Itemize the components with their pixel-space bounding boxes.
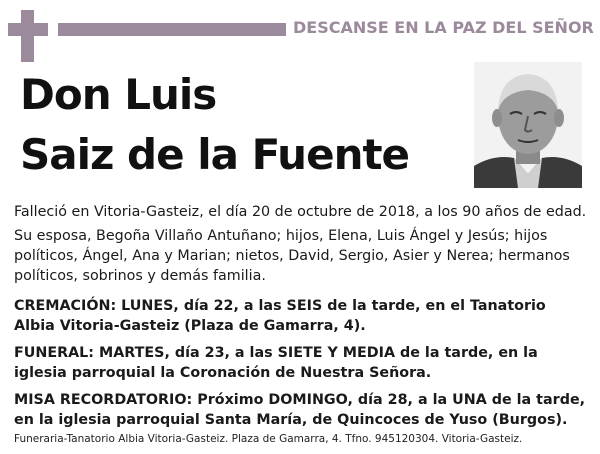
deceased-name-line1: Don Luis: [20, 70, 217, 119]
memorial-mass-info: MISA RECORDATORIO: Próximo DOMINGO, día 28, a la UNA de la tarde, en la iglesia parroquial Santa María, de Quincoces de Yuso (Burgos).: [14, 392, 586, 428]
portrait-photo: [474, 62, 582, 188]
cremation-info: CREMACIÓN: LUNES, día 22, a las SEIS de la tarde, en el Tanatorio Albia Vitoria-Gasteiz (Plaza de Gamarra, 4).: [14, 298, 546, 334]
header-title: DESCANSE EN LA PAZ DEL SEÑOR: [293, 18, 594, 37]
funeral-home-footer: Funeraria-Tanatorio Albia Vitoria-Gasteiz. Plaza de Gamarra, 4. Tfno. 945120304. Vitoria-Gasteiz.: [14, 433, 523, 445]
deceased-name-line2: Saiz de la Fuente: [20, 130, 410, 179]
family-list: Su esposa, Begoña Villaño Antuñano; hijos, Elena, Luis Ángel y Jesús; hijos políticos, Ángel, Ana y Marian; nietos, David, Sergio, Asier y Nerea; hermanos políticos, sobrinos y demás familia.: [14, 228, 570, 284]
header-divider: [58, 23, 286, 36]
death-notice: Falleció en Vitoria-Gasteiz, el día 20 de octubre de 2018, a los 90 años de edad.: [14, 204, 587, 220]
funeral-info: FUNERAL: MARTES, día 23, a las SIETE Y MEDIA de la tarde, en la iglesia parroquial la Coronación de Nuestra Señora.: [14, 345, 538, 381]
